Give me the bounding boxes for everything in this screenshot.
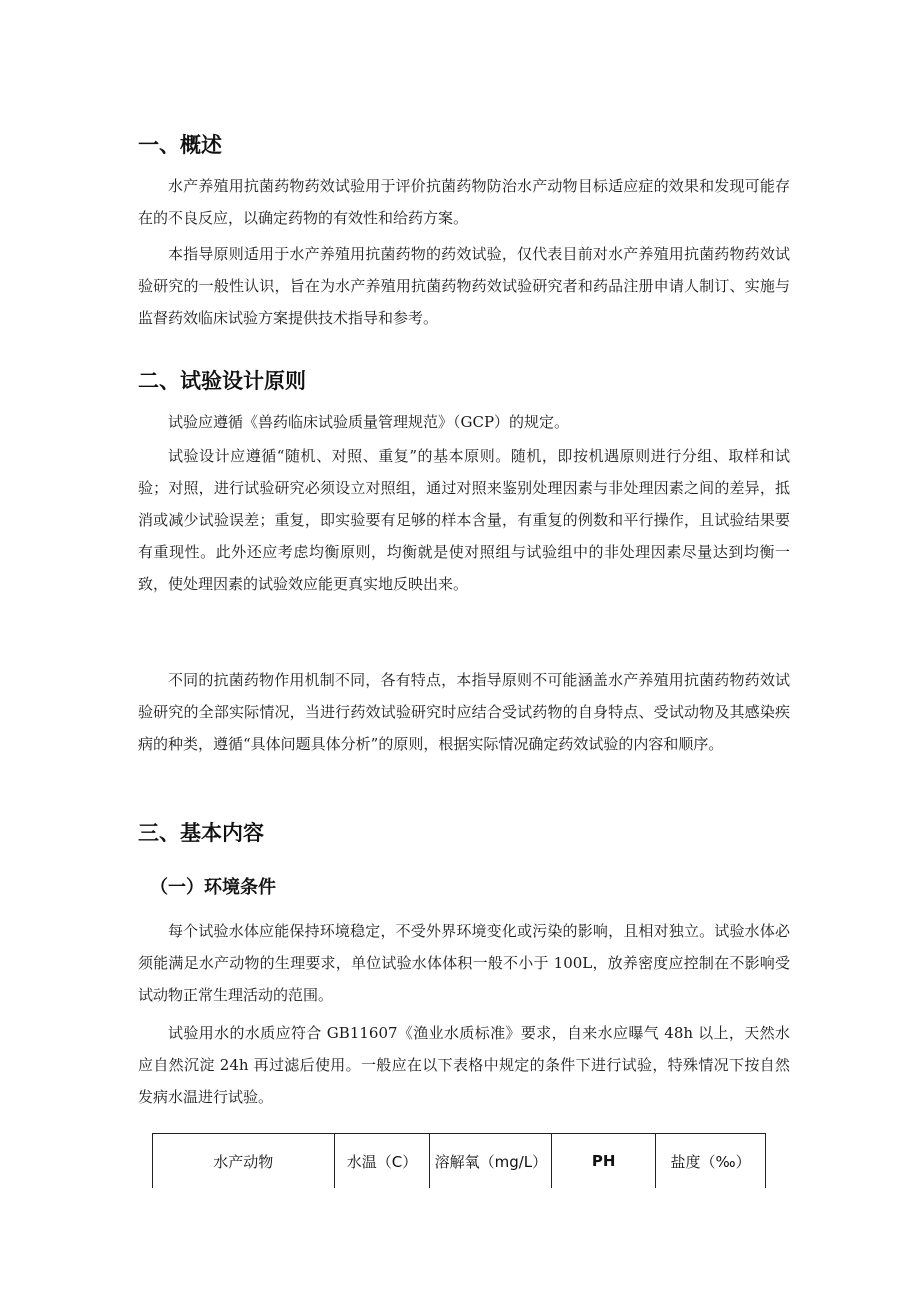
paragraph: 每个试验水体应能保持环境稳定，不受外界环境变化或污染的影响，且相对独立。试验水体必须能满足水产动物的生理要求，单位试验水体体积一般不小于 100L，放养密度应控制在不影响受试动物正常生理活动的范围。: [138, 922, 790, 1004]
subsection-heading-environment: （一）环境条件: [150, 877, 276, 898]
paragraph: 本指导原则适用于水产养殖用抗菌药物的药效试验，仅代表目前对水产养殖用抗菌药物药效试验研究的一般性认识，旨在为水产养殖用抗菌药物药效试验研究者和药品注册申请人制订、实施与监督药效临床试验方案提供技术指导和参考。: [138, 245, 790, 327]
column-header-ph: PH: [552, 1134, 656, 1189]
section-heading-overview: 一、概述: [138, 133, 222, 157]
paragraph: 水产养殖用抗菌药物药效试验用于评价抗菌药物防治水产动物目标适应症的效果和发现可能存在的不良反应，以确定药物的有效性和给药方案。: [138, 177, 790, 227]
table-header-row: [153, 1134, 766, 1189]
column-header-salinity: 盐度（‰）: [656, 1134, 766, 1189]
column-header-water-temperature: 水温（C）: [334, 1134, 430, 1189]
column-header-dissolved-oxygen: 溶解氧（mg/L）: [430, 1134, 552, 1189]
paragraph: 不同的抗菌药物作用机制不同，各有特点，本指导原则不可能涵盖水产养殖用抗菌药物药效试验研究的全部实际情况，当进行药效试验研究时应结合受试药物的自身特点、受试动物及其感染疾病的种类，遵循“具体问题具体分析”的原则，根据实际情况确定药效试验的内容和顺序。: [138, 671, 790, 753]
section-heading-design-principles: 二、试验设计原则: [138, 369, 306, 393]
paragraph: 试验应遵循《兽药临床试验质量管理规范》（GCP）的规定。: [168, 413, 570, 431]
paragraph: 试验设计应遵循“随机、对照、重复”的基本原则。随机，即按机遇原则进行分组、取样和试验；对照，进行试验研究必须设立对照组，通过对照来鉴别处理因素与非处理因素之间的差异，抵消或减少试验误差；重复，即实验要有足够的样本含量，有重复的例数和平行操作，且试验结果要有重现性。此外还应考虑均衡原则，均衡就是使对照组与试验组中的非处理因素尽量达到均衡一致，使处理因素的试验效应能更真实地反映出来。: [138, 447, 790, 593]
paragraph: 试验用水的水质应符合 GB11607《渔业水质标准》要求，自来水应曝气 48h 以上，天然水应自然沉淀 24h 再过滤后使用。一般应在以下表格中规定的条件下进行试验，特殊情况下按自然发病水温进行试验。: [138, 1024, 790, 1106]
column-header-aquatic-animal: 水产动物: [153, 1134, 335, 1189]
section-heading-basic-content: 三、基本内容: [138, 821, 264, 845]
environment-conditions-table: [152, 1133, 766, 1188]
